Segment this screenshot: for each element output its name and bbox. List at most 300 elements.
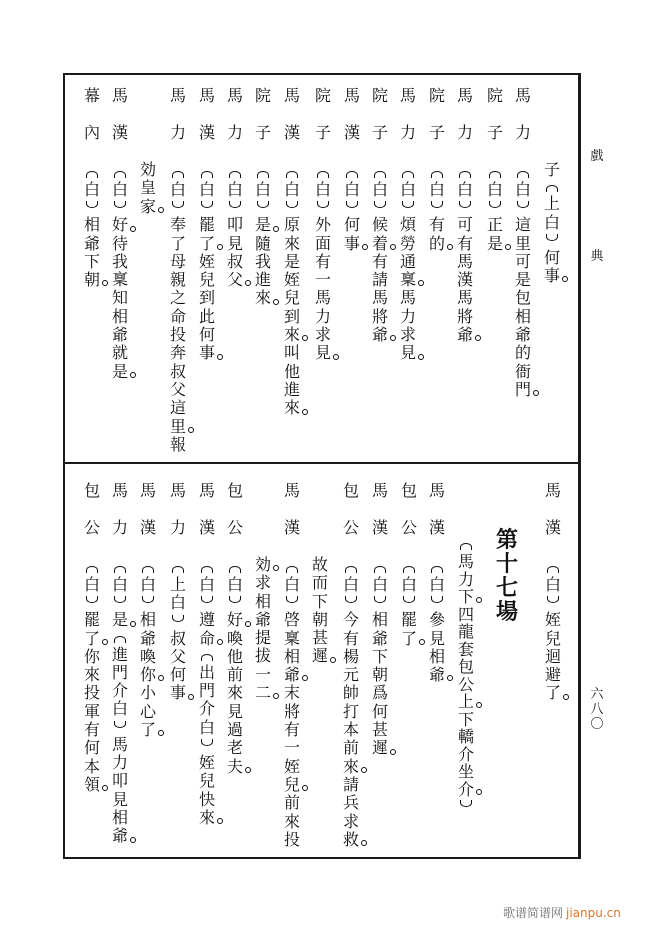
- glyph: 力: [169, 518, 186, 537]
- stage-direction: [456, 537, 476, 815]
- glyph: 介: [198, 699, 215, 719]
- close-paren: [138, 594, 158, 611]
- glyph: 馬: [139, 481, 156, 500]
- glyph: 了: [544, 683, 561, 703]
- dialogue-column: [485, 77, 505, 253]
- dialogue-column: [282, 77, 302, 418]
- dialogue-text: [253, 216, 273, 307]
- watermark-site-name: 歌谱简谱网: [503, 906, 564, 920]
- glyph: 漢: [371, 518, 388, 537]
- glyph: 漢: [111, 123, 128, 142]
- dialogue-text: [313, 216, 333, 362]
- glyph: 馬: [343, 86, 360, 105]
- glyph: 候: [371, 215, 388, 235]
- glyph: 你: [83, 646, 100, 666]
- glyph: 四: [457, 604, 474, 624]
- glyph: 力: [226, 123, 243, 142]
- glyph: 馬: [111, 734, 128, 754]
- glyph: 爲: [371, 683, 388, 703]
- glyph: 爺: [371, 325, 388, 345]
- open-paren: [370, 560, 390, 576]
- glyph: 馬: [399, 86, 416, 105]
- glyph: 何: [543, 247, 560, 267]
- glyph: 馬: [399, 288, 416, 308]
- glyph: 來: [283, 811, 300, 831]
- glyph: 就: [111, 343, 128, 363]
- glyph: 白: [343, 180, 360, 199]
- glyph: 衙: [514, 361, 531, 381]
- dialogue-column: [225, 77, 245, 289]
- dialogue-text: [370, 216, 390, 344]
- glyph: 相: [371, 610, 388, 630]
- continuation-column: [253, 472, 273, 702]
- open-paren: [168, 165, 188, 181]
- dialogue-column: [168, 472, 188, 703]
- glyph: 父: [169, 646, 186, 666]
- speaker-name: [82, 472, 102, 560]
- glyph: 見: [226, 701, 243, 721]
- speaker-name: [82, 77, 102, 165]
- dialogue-column: [427, 472, 447, 684]
- glyph: 本: [83, 756, 100, 776]
- glyph: 馬: [428, 481, 445, 500]
- glyph: 楊: [342, 646, 359, 666]
- open-paren: [138, 560, 158, 576]
- glyph: 出: [198, 662, 215, 682]
- dialogue-text: [342, 216, 362, 253]
- glyph: 命: [169, 306, 186, 326]
- glyph: 一: [283, 738, 300, 758]
- glyph: 下: [83, 251, 100, 271]
- speaker-name: [110, 472, 130, 560]
- glyph: 遲: [311, 646, 328, 666]
- glyph: 漢: [456, 270, 473, 290]
- glyph: 叔: [169, 628, 186, 648]
- glyph: 朝: [311, 609, 328, 629]
- glyph: 領: [83, 774, 100, 794]
- glyph: 相: [111, 306, 128, 326]
- glyph: 來: [283, 233, 300, 253]
- glyph: 白: [371, 180, 388, 199]
- watermark-url: jianpu.cn: [566, 906, 621, 920]
- speaker-name: [313, 77, 333, 165]
- open-paren: [427, 165, 447, 181]
- open-paren: [282, 165, 302, 181]
- glyph: 這: [169, 398, 186, 418]
- speaker-name: [427, 472, 447, 560]
- glyph: 公: [226, 518, 243, 537]
- open-paren: [282, 560, 302, 576]
- dialogue-text: [138, 611, 158, 739]
- glyph: 來: [254, 288, 271, 308]
- glyph: 馬: [456, 251, 473, 271]
- glyph: 馬: [169, 481, 186, 500]
- delivery-cue: [168, 560, 188, 630]
- dialogue-column: [197, 77, 217, 363]
- glyph: 來: [283, 398, 300, 418]
- delivery-cue: [138, 560, 158, 611]
- glyph: 馬: [457, 552, 474, 571]
- glyph: 馬: [169, 86, 186, 105]
- dialogue-text: [542, 161, 562, 285]
- dialogue-text: [513, 216, 533, 399]
- dialogue-column: [110, 77, 130, 381]
- glyph: 白: [283, 575, 300, 594]
- speaker-name: [513, 77, 533, 165]
- glyph: 兵: [342, 793, 359, 813]
- glyph: 有: [428, 215, 445, 235]
- glyph: 馬: [456, 86, 473, 105]
- glyph: 漢: [198, 123, 215, 142]
- glyph: 有: [342, 628, 359, 648]
- close-paren: [282, 199, 302, 216]
- delivery-cue: [282, 165, 302, 216]
- glyph: 効: [139, 160, 156, 179]
- glyph: 馬: [111, 481, 128, 500]
- dialogue-column: [82, 77, 102, 289]
- dialogue-column: [253, 77, 273, 308]
- close-paren: [313, 199, 333, 216]
- dialogue-column: [398, 77, 418, 363]
- speaker-name: [282, 77, 302, 165]
- glyph: 是: [111, 361, 128, 381]
- glyph: 馬: [283, 86, 300, 105]
- glyph: 是: [514, 270, 531, 290]
- glyph: 來: [226, 683, 243, 703]
- glyph: 了: [400, 628, 417, 648]
- close-paren: [342, 199, 362, 216]
- glyph: 効: [254, 555, 271, 574]
- glyph: 馬: [226, 86, 243, 105]
- glyph: 可: [514, 251, 531, 271]
- delivery-cue: [427, 560, 447, 611]
- glyph: 姪: [544, 610, 561, 630]
- glyph: 白: [428, 575, 445, 594]
- delivery-cue: [253, 165, 273, 216]
- speaker-name: [138, 472, 158, 560]
- glyph: 馬: [198, 481, 215, 500]
- glyph: 馬: [544, 481, 561, 500]
- glyph: 可: [456, 215, 473, 235]
- glyph: 內: [83, 123, 100, 142]
- glyph: 漢: [283, 518, 300, 537]
- glyph: 白: [400, 575, 417, 594]
- open-paren: [399, 560, 419, 576]
- glyph: 白: [111, 575, 128, 594]
- glyph: 罷: [83, 610, 100, 630]
- glyph: 來: [198, 807, 215, 827]
- glyph: 有: [283, 720, 300, 740]
- glyph: 了: [198, 233, 215, 253]
- glyph: 爺: [83, 233, 100, 253]
- glyph: 子: [543, 160, 560, 179]
- close-paren: [399, 594, 419, 611]
- glyph: 馬: [514, 86, 531, 105]
- close-paren: [456, 798, 476, 815]
- glyph: 待: [111, 233, 128, 253]
- glyph: 知: [111, 288, 128, 308]
- glyph: 二: [254, 683, 271, 703]
- glyph: 見: [314, 343, 331, 363]
- glyph: 好: [111, 215, 128, 235]
- glyph: 投: [169, 325, 186, 345]
- page-number: [589, 687, 605, 732]
- glyph: 白: [314, 180, 331, 199]
- glyph: 白: [371, 575, 388, 594]
- open-paren: [225, 560, 245, 576]
- glyph: 白: [198, 180, 215, 199]
- dialogue-text: [82, 216, 102, 289]
- glyph: 一: [254, 664, 271, 684]
- close-paren: [370, 199, 390, 216]
- glyph: 兒: [283, 774, 300, 794]
- glyph: 你: [139, 665, 156, 685]
- glyph: 院: [428, 86, 445, 105]
- glyph: 相: [111, 807, 128, 827]
- glyph: 過: [226, 720, 243, 740]
- glyph: 下: [371, 646, 388, 666]
- delivery-cue: [370, 165, 390, 216]
- glyph: 求: [314, 325, 331, 345]
- open-paren: [342, 165, 362, 181]
- dialogue-text: [138, 161, 158, 216]
- glyph: 相: [283, 646, 300, 666]
- glyph: 將: [456, 306, 473, 326]
- close-paren: [82, 199, 102, 216]
- delivery-cue: [399, 560, 419, 611]
- glyph: 打: [342, 701, 359, 721]
- glyph: 里: [514, 233, 531, 253]
- glyph: 門: [111, 662, 128, 682]
- glyph: 遲: [371, 738, 388, 758]
- glyph: 白: [543, 212, 560, 232]
- glyph: 白: [83, 575, 100, 594]
- glyph: 將: [371, 306, 388, 326]
- glyph: 兒: [283, 288, 300, 308]
- glyph: 兒: [198, 771, 215, 791]
- glyph: 喚: [226, 628, 243, 648]
- glyph: 上: [457, 692, 474, 711]
- glyph: 下: [457, 587, 474, 606]
- glyph: 介: [111, 681, 128, 701]
- delivery-cue: [398, 165, 418, 216]
- running-header-char: 戲: [590, 149, 604, 164]
- glyph: 請: [371, 270, 388, 290]
- open-paren: [543, 560, 563, 576]
- glyph: 面: [314, 233, 331, 253]
- close-paren: [197, 594, 217, 611]
- glyph: 白: [169, 593, 186, 613]
- glyph: 白: [342, 575, 359, 594]
- glyph: 是: [254, 215, 271, 235]
- glyph: 力: [514, 123, 531, 142]
- glyph: 七: [495, 575, 518, 601]
- glyph: 罷: [198, 215, 215, 235]
- glyph: 見: [226, 233, 243, 253]
- glyph: 龍: [457, 622, 474, 641]
- glyph: 包: [514, 288, 531, 308]
- open-paren: [197, 165, 217, 181]
- glyph: 此: [198, 306, 215, 326]
- glyph: 兒: [544, 628, 561, 648]
- glyph: 白: [83, 180, 100, 199]
- glyph: 姪: [283, 756, 300, 776]
- glyph: 漢: [544, 518, 561, 537]
- glyph: 白: [456, 180, 473, 199]
- running-header-char: 典: [590, 249, 604, 264]
- speaker-name: [225, 472, 245, 560]
- dialogue-column: [399, 472, 419, 648]
- glyph: 求: [254, 573, 271, 593]
- glyph: 下: [311, 591, 328, 611]
- open-paren: [82, 165, 102, 181]
- glyph: 的: [428, 233, 445, 253]
- glyph: 心: [139, 701, 156, 721]
- glyph: 請: [342, 774, 359, 794]
- glyph: 力: [399, 306, 416, 326]
- dialogue-text: [197, 611, 217, 827]
- glyph: 的: [514, 343, 531, 363]
- glyph: 爺: [428, 665, 445, 685]
- open-paren: [455, 165, 475, 181]
- delivery-cue: [485, 165, 505, 216]
- dialogue-column: [427, 77, 447, 253]
- close-paren: [282, 594, 302, 611]
- dialogue-text: [82, 611, 102, 794]
- glyph: 白: [111, 180, 128, 199]
- glyph: 本: [342, 720, 359, 740]
- glyph: 姪: [283, 270, 300, 290]
- dialogue-column: [341, 472, 361, 849]
- glyph: 到: [283, 306, 300, 326]
- glyph: 爺: [283, 665, 300, 685]
- dialogue-text: [282, 216, 302, 417]
- open-paren: [542, 179, 562, 195]
- delivery-cue: [225, 560, 245, 611]
- glyph: 何: [371, 701, 388, 721]
- glyph: 姪: [198, 753, 215, 773]
- open-paren: [110, 560, 130, 576]
- glyph: 今: [342, 610, 359, 630]
- glyph: 是: [111, 610, 128, 630]
- glyph: 隨: [254, 233, 271, 253]
- glyph: 他: [283, 361, 300, 381]
- glyph: 力: [111, 753, 128, 773]
- glyph: 皇: [139, 178, 156, 198]
- speaker-name: [197, 472, 217, 560]
- glyph: 漢: [139, 518, 156, 537]
- glyph: 求: [342, 811, 359, 831]
- glyph: 馬: [456, 288, 473, 308]
- glyph: 爺: [371, 628, 388, 648]
- glyph: 相: [428, 646, 445, 666]
- glyph: 而: [311, 573, 328, 593]
- open-paren: [313, 165, 333, 181]
- glyph: 家: [139, 196, 156, 216]
- open-paren: [168, 560, 188, 576]
- glyph: 院: [314, 86, 331, 105]
- glyph: 坐: [457, 762, 474, 781]
- speaker-name: [342, 77, 362, 165]
- glyph: 夫: [226, 756, 243, 776]
- page-number-text: [589, 687, 605, 732]
- glyph: 〇: [590, 717, 604, 732]
- glyph: 子: [486, 123, 503, 142]
- glyph: 事: [343, 233, 360, 253]
- glyph: 白: [139, 575, 156, 594]
- glyph: 見: [111, 789, 128, 809]
- delivery-cue: [342, 165, 362, 216]
- dialogue-text: [225, 216, 245, 289]
- glyph: 奉: [169, 215, 186, 235]
- dialogue-column: [138, 472, 158, 739]
- glyph: 避: [544, 665, 561, 685]
- speaker-name: [110, 77, 130, 165]
- glyph: 白: [399, 180, 416, 199]
- dialogue-column: [455, 77, 475, 344]
- glyph: 套: [457, 639, 474, 659]
- watermark: [503, 904, 621, 921]
- glyph: 白: [226, 180, 243, 199]
- glyph: 六: [590, 687, 604, 702]
- open-paren: [225, 165, 245, 181]
- glyph: 門: [198, 681, 215, 701]
- glyph: 叔: [226, 251, 243, 271]
- glyph: 子: [254, 123, 271, 142]
- dialogue-text: [282, 611, 302, 849]
- open-paren: [456, 537, 476, 553]
- glyph: 命: [198, 628, 215, 648]
- glyph: 公: [400, 518, 417, 537]
- delivery-cue: [370, 560, 390, 611]
- glyph: 事: [543, 266, 560, 286]
- glyph: 上: [543, 194, 560, 214]
- speaker-name: [370, 472, 390, 560]
- glyph: 救: [342, 829, 359, 849]
- dialogue-column: [342, 77, 362, 253]
- glyph: 末: [283, 683, 300, 703]
- glyph: 馬: [371, 288, 388, 308]
- glyph: 白: [514, 180, 531, 199]
- glyph: 來: [83, 665, 100, 685]
- dialogue-text: [398, 216, 418, 362]
- glyph: 叩: [226, 215, 243, 235]
- close-paren: [427, 594, 447, 611]
- glyph: 力: [111, 518, 128, 537]
- dialogue-text: [485, 216, 505, 253]
- glyph: 院: [254, 86, 271, 105]
- glyph: 相: [254, 591, 271, 611]
- close-paren: [455, 199, 475, 216]
- glyph: 奔: [169, 343, 186, 363]
- open-paren: [197, 560, 217, 576]
- half-divider-rule: [63, 462, 579, 464]
- glyph: 爺: [254, 609, 271, 629]
- open-paren: [398, 165, 418, 181]
- delivery-cue: [197, 560, 217, 611]
- glyph: 見: [428, 628, 445, 648]
- close-paren: [110, 719, 130, 736]
- speaker-name: [168, 77, 188, 165]
- glyph: 通: [399, 251, 416, 271]
- glyph: 勞: [399, 233, 416, 253]
- glyph: 相: [139, 610, 156, 630]
- glyph: 見: [399, 343, 416, 363]
- close-paren: [543, 594, 563, 611]
- delivery-cue: [110, 560, 130, 611]
- glyph: 下: [457, 709, 474, 729]
- delivery-cue: [197, 165, 217, 216]
